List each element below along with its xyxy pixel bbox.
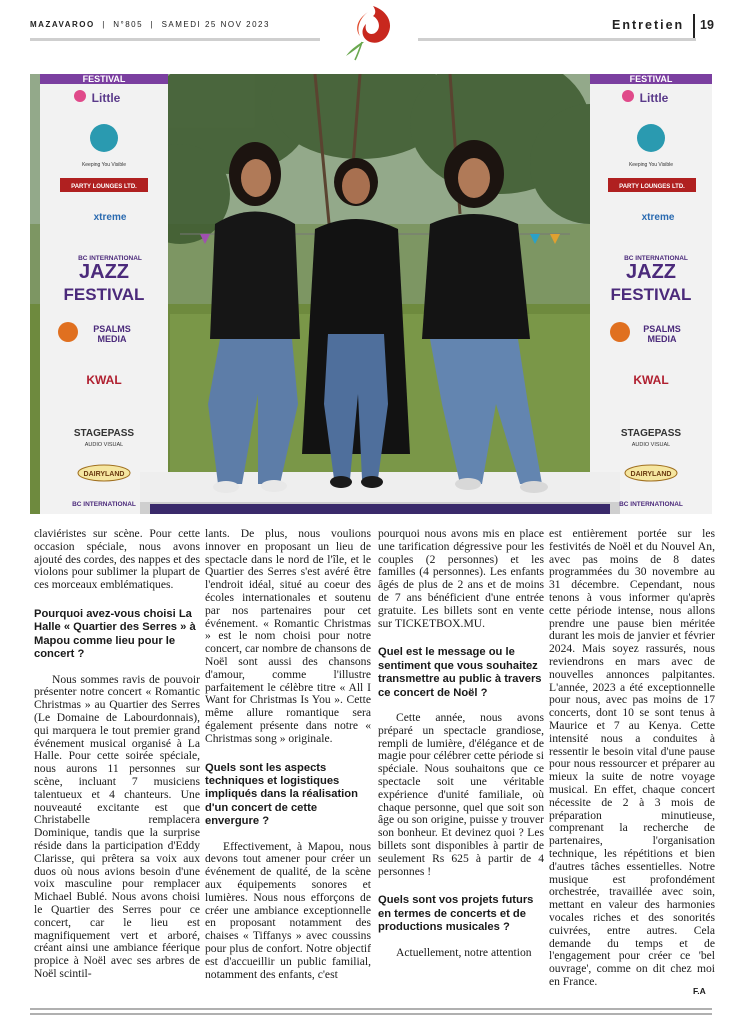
article-photo — [30, 74, 712, 514]
issue-date: SAMEDI 25 NOV 2023 — [161, 20, 270, 29]
article-column-3 — [378, 528, 544, 959]
article-column-2 — [205, 528, 371, 981]
paragraph: Nous sommes ravis de pouvoir présenter notre concert « Romantic Christmas » au Quartier des Serres (Le Domaine de Labourdonnais), qui marquera le tout premier grand événement musical organisé à La Halle. Pour cette soirée spéciale, nous aurons 11 personnes sur scène, incluant 7 musiciens talentueux et 4 chanteurs. Une nouveauté excitante est que Christabelle remplacera Dominique, tandis que la surprise réside dans la participation d'Eddy Clarisse, qui prêtera sa voix aux duos où nous avions besoin d'une voix masculine pour remplacer Michael Bublé. Nous avons choisi le Quartier des Serres pour ce concert, car le lieu est magnifiquement vert et arboré, créant ainsi une ambiance féerique propice à Noël avec ses arbres de Noël scintil- — [34, 672, 200, 980]
sponsor-bc-right: BC INTERNATIONAL — [624, 255, 688, 262]
page-header — [0, 0, 753, 62]
header-rule-left — [30, 38, 320, 41]
section-title: Entretien — [612, 18, 685, 32]
footer-rule — [30, 1013, 712, 1015]
sponsor-media-left: MEDIA — [97, 334, 127, 344]
sponsor-psalms-right: PSALMS — [643, 324, 681, 334]
masthead-info: MAZAVAROO | N°805 | SAMEDI 25 NOV 2023 — [30, 20, 270, 29]
question-heading: Pourquoi avez-vous choisi La Halle « Quartier des Serres » à Mapou comme lieu pour le concert ? — [34, 607, 196, 661]
sponsor-xtreme-right: xtreme — [641, 212, 675, 223]
sponsor-dairyland-left: DAIRYLAND — [83, 471, 125, 478]
sponsor-psalms-left: PSALMS — [93, 324, 131, 334]
sponsor-kwal-left: KWAL — [86, 373, 122, 387]
issue-number: N°805 — [113, 20, 144, 29]
flame-logo-icon — [340, 2, 400, 62]
publication-name: MAZAVAROO — [30, 20, 95, 29]
paragraph: claviéristes sur scène. Pour cette occasion spéciale, nous avons ajouté des cordes, des nappes et des violons pour sublimer la plupart de ces morceaux emblématiques. — [34, 527, 200, 592]
sponsor-xtreme-left: xtreme — [93, 212, 127, 223]
sponsor-party-left: PARTY LOUNGES LTD. — [71, 184, 137, 190]
header-rule-right — [418, 38, 696, 41]
author-signature: F.A — [693, 986, 706, 996]
sponsor-audio-right: AUDIO VISUAL — [631, 442, 671, 448]
footer-rule — [30, 1008, 712, 1010]
sponsor-little-left: Little — [91, 91, 121, 105]
sponsor-festival-left: FESTIVAL — [63, 285, 145, 304]
page-separator — [693, 14, 695, 38]
paragraph: pourquoi nous avons mis en place une tarification dégressive pour les couples (2 personnes) et les familles (4 personnes). Les enfants âgés de plus de 2 ans et de moins de 7 ans bénéficient d'une entrée gratuite. Les billets sont en vente sur TICKETBOX.MU. — [378, 527, 544, 630]
sponsor-little-right: Little — [639, 91, 669, 105]
paragraph: Actuellement, notre attention — [396, 945, 532, 959]
sponsor-stagepass-left: STAGEPASS — [73, 428, 135, 439]
paragraph: Cette année, nous avons préparé un spectacle grandiose, rempli de lumière, d'élégance et de magie pour célébrer cette période si spéciale. Nous souhaitons que ce spectacle soit une véritable expérience d'unité familiale, où chaque personne, quel que soit son âge ou son origine, puisse y trouver son bonheur. Et devinez quoi ? Les billets sont disponibles à partir de seulement Rs 625 à partir de 4 personnes ! — [378, 711, 544, 878]
paragraph: Effectivement, à Mapou, nous devons tout amener pour créer un événement de qualité, de la scène aux équipements sonores et lumières. Nous nous efforçons de créer une ambiance exceptionnelle en proposant notamment des chaises « Tiffanys » avec coussins pour plus de confort. Notre objectif est d'accueillir un public familial, notamment des enfants, c'est — [205, 839, 371, 981]
sponsor-bc-left: BC INTERNATIONAL — [78, 255, 142, 262]
sponsor-bc2-left: BC INTERNATIONAL — [72, 501, 136, 508]
question-heading: Quel est le message ou le sentiment que vous souhaitez transmettre au public à travers ce concert de Noël ? — [378, 646, 542, 699]
sponsor-keeping-left: Keeping You Visible — [81, 162, 127, 168]
banner-top-left: FESTIVAL — [82, 74, 126, 84]
sponsor-jazz-left: JAZZ — [79, 261, 129, 283]
article-column-4 — [549, 528, 715, 989]
paragraph: lants. De plus, nous voulions innover en proposant un lieu de spectacle dans le nord de l'île, et le Quartier des Serres s'est avéré être l'endroit idéal, situé au coeur des écoles internationales et soutenu par nos partenaires pour cet événement. « Romantic Christmas » est le nom choisi pour notre concert, car nombre de chansons de Noël sont aussi des chansons d'amour, comme l'illustre parfaitement le célèbre titre « All I Want for Christmas Is You ». Cette même allure romantique sera également présente dans notre « Christmas song » originale. — [205, 527, 371, 745]
page-number: 19 — [700, 18, 714, 32]
sponsor-stagepass-right: STAGEPASS — [620, 428, 682, 439]
article-column-1 — [34, 528, 200, 981]
sponsor-bc2-right: BC INTERNATIONAL — [619, 501, 683, 508]
sponsor-jazz-right: JAZZ — [626, 261, 676, 283]
question-heading: Quels sont vos projets futurs en termes de concerts et de productions musicales ? — [378, 894, 534, 934]
paragraph: est entièrement portée sur les festivités de Noël et du Nouvel An, avec pas moins de 8 dates programmées du 30 novembre au 31 décembre. Cependant, nous tenons à vous informer qu'après cette période intense, nous allons prendre une pause bien méritée durant les mois de janvier et février 2024. Mais soyez rassurés, nous reviendrons en mars avec de nouvelles annonces palpitantes. L'année, 2023 a été exceptionnelle pour nous, avec pas moins de 17 concerts, dont 10 se sont tenus à Maurice et 7 au Kenya. Cette intensité nous a conduites à ressentir le besoin vital d'une pause pour nous ressourcer et préparer au mieux la suite de notre voyage musical. En effet, chaque concert nécessite de 2 à 3 mois de préparation minutieuse, comprenant la recherche de partenaires, l'organisation technique, les répétitions et bien d'autres tâches essentielles. Notre musique est profondément orchestrée, travaillée avec soin, mettant en valeur des harmonies vocales riches et des sonorités cuivrées, entre autres. Cela demande du temps et de l'engagement pour créer ce 'bel ouvrage', comme on dit chez moi en France. — [549, 527, 715, 988]
sponsor-festival-right: FESTIVAL — [610, 285, 692, 304]
sponsor-media-right: MEDIA — [647, 334, 677, 344]
sponsor-dairyland-right: DAIRYLAND — [630, 471, 672, 478]
banner-top-right: FESTIVAL — [629, 74, 673, 84]
sponsor-audio-left: AUDIO VISUAL — [84, 442, 124, 448]
sponsor-keeping-right: Keeping You Visible — [628, 162, 674, 168]
question-heading: Quels sont les aspects techniques et logistiques impliqués dans la réalisation d'un concert de cette envergure ? — [205, 761, 358, 828]
sponsor-kwal-right: KWAL — [633, 373, 669, 387]
photo-scene — [30, 74, 712, 514]
sponsor-party-right: PARTY LOUNGES LTD. — [619, 184, 685, 190]
